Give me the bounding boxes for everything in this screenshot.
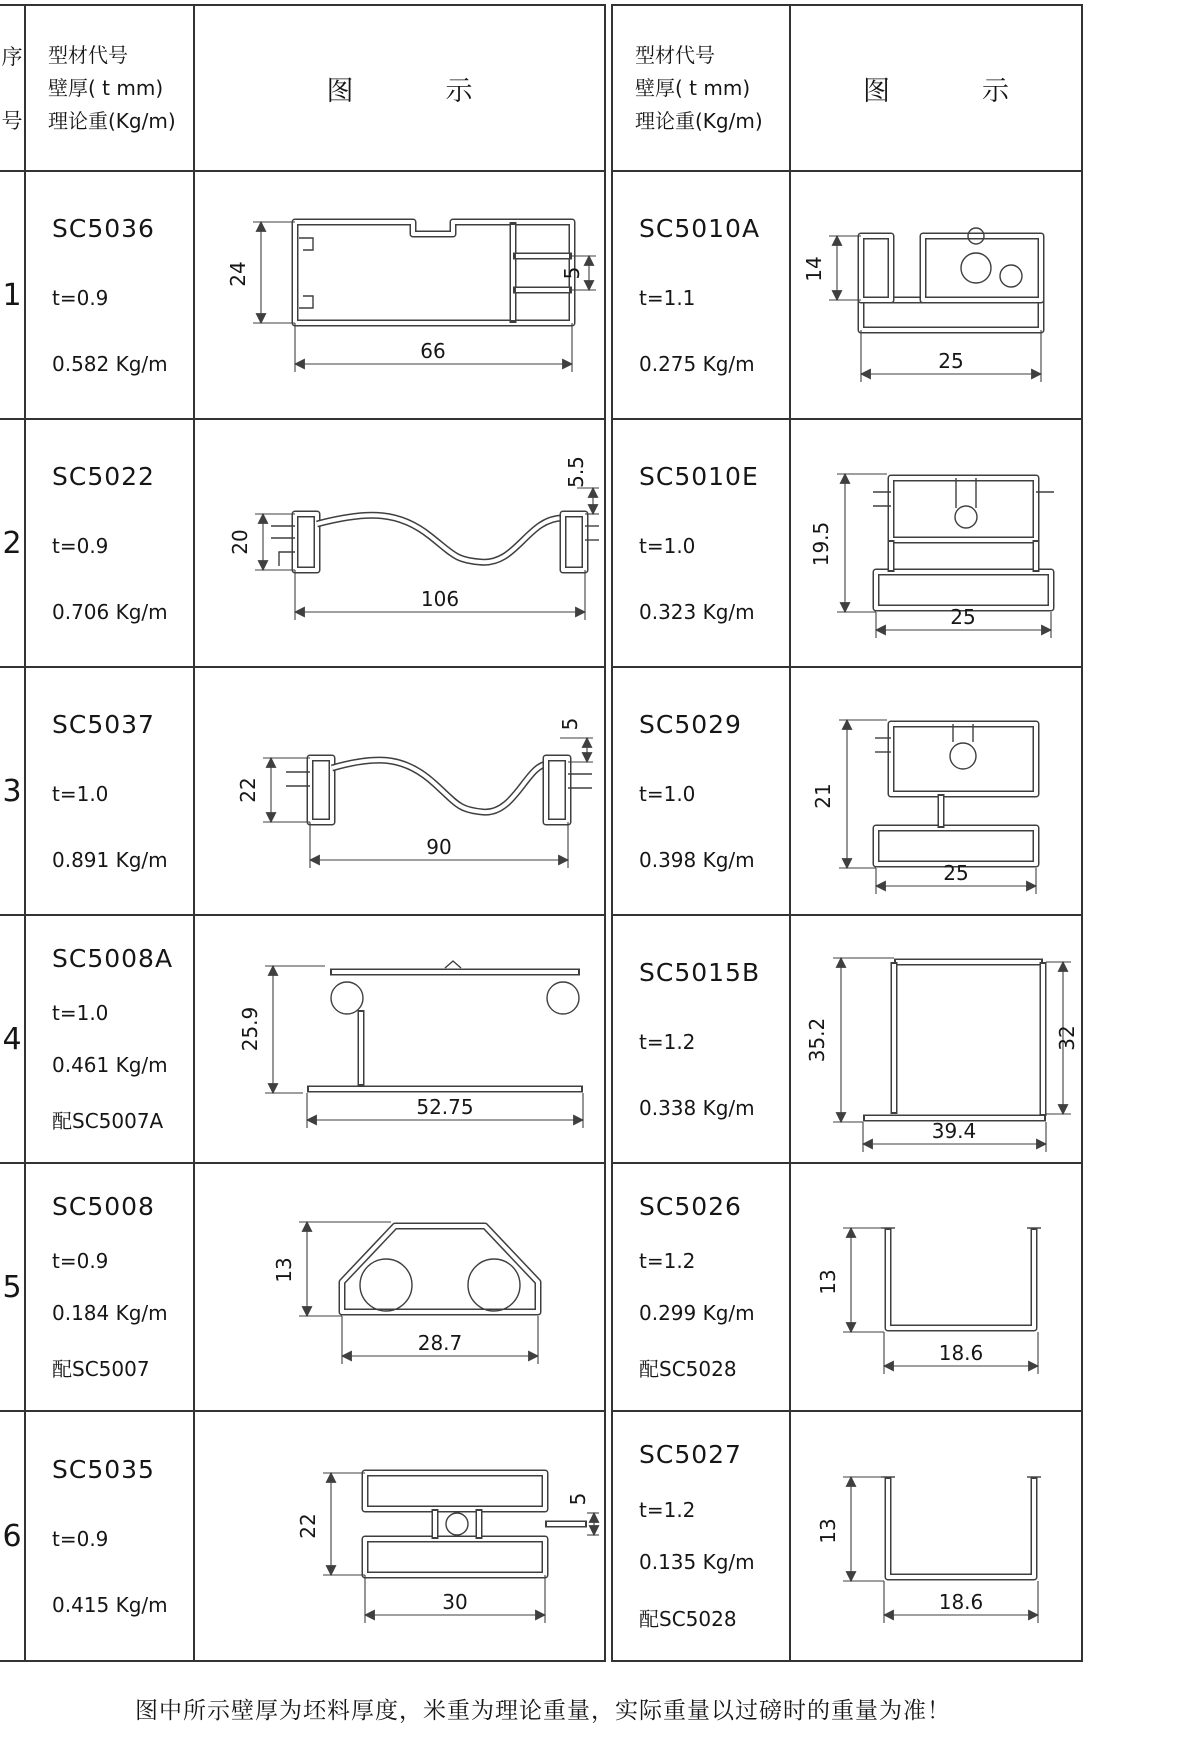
unit-weight: 0.891 Kg/m	[52, 847, 168, 872]
dim-width-label: 106	[420, 587, 460, 611]
dim-width-label: 25	[938, 349, 964, 373]
header-index-column	[0, 6, 26, 172]
matching-profile: 配SC5028	[639, 1606, 737, 1631]
matching-profile: 配SC5007	[52, 1357, 150, 1381]
profile-code: SC5010A	[639, 214, 761, 244]
dim-width-label: 25	[950, 605, 976, 629]
dim-width-label: 90	[426, 835, 452, 859]
header-spec-line: 型材代号	[48, 42, 128, 67]
wall-thickness: t=1.2	[639, 1249, 696, 1273]
row-index: 4	[0, 916, 26, 1164]
spec-cell-sc5026	[613, 1164, 791, 1412]
profile-code: SC5008	[52, 1192, 155, 1221]
unit-weight: 0.135 Kg/m	[639, 1550, 755, 1575]
unit-weight: 0.582 Kg/m	[52, 351, 168, 376]
dim-width-label: 30	[442, 1590, 468, 1614]
profile-diagram	[195, 916, 604, 1162]
matching-profile: 配SC5007A	[52, 1109, 164, 1133]
header-diagram-char: 示	[982, 75, 1009, 107]
dim-height-label: 14	[802, 256, 826, 282]
row-index: 2	[0, 420, 26, 668]
right-table	[611, 4, 1083, 1662]
wall-thickness: t=1.0	[639, 533, 696, 558]
unit-weight: 0.706 Kg/m	[52, 599, 168, 624]
profile-diagram	[791, 1164, 1081, 1410]
wall-thickness: t=0.9	[52, 285, 109, 310]
header-index-char: 序	[1, 44, 23, 69]
dim-height-label: 13	[816, 1269, 840, 1295]
dim-height-label: 24	[226, 261, 250, 287]
dim-extra-label: 5.5	[564, 456, 588, 488]
dim-height-label: 35.2	[805, 1017, 829, 1063]
matching-profile: 配SC5028	[639, 1357, 737, 1381]
profile-diagram	[195, 420, 604, 666]
spec-cell-sc5008	[26, 1164, 195, 1412]
dim-width-label: 66	[420, 339, 446, 363]
dim-height-label: 21	[811, 783, 835, 809]
header-spec-column	[613, 6, 791, 172]
diagram-cell-sc5036	[195, 172, 604, 420]
header-diagram-char: 图	[863, 75, 890, 107]
profile-code: SC5036	[52, 214, 155, 244]
unit-weight: 0.461 Kg/m	[52, 1053, 168, 1077]
row-index: 1	[0, 172, 26, 420]
diagram-cell-sc5010e	[791, 420, 1081, 668]
diagram-cell-sc5008a	[195, 916, 604, 1164]
wall-thickness: t=1.2	[639, 1029, 696, 1054]
wall-thickness: t=1.2	[639, 1497, 696, 1522]
spec-cell-sc5022	[26, 420, 195, 668]
row-index: 3	[0, 668, 26, 916]
header-spec-column	[26, 6, 195, 172]
wall-thickness: t=1.0	[52, 781, 109, 806]
unit-weight: 0.184 Kg/m	[52, 1301, 168, 1325]
wall-thickness: t=1.1	[639, 285, 696, 310]
unit-weight: 0.398 Kg/m	[639, 847, 755, 872]
dim-extra-label: 5	[558, 717, 582, 731]
dim-width-label: 25	[943, 861, 969, 885]
diagram-cell-sc5022	[195, 420, 604, 668]
profile-code: SC5010E	[639, 462, 759, 492]
unit-weight: 0.275 Kg/m	[639, 351, 755, 376]
dim-width-label: 18.6	[938, 1341, 984, 1365]
wall-thickness: t=0.9	[52, 1526, 109, 1551]
profile-diagram	[791, 916, 1081, 1162]
spec-cell-sc5029	[613, 668, 791, 916]
spec-cell-sc5037	[26, 668, 195, 916]
spec-cell-sc5010e	[613, 420, 791, 668]
dim-extra-label: 5	[566, 1492, 590, 1506]
diagram-cell-sc5008	[195, 1164, 604, 1412]
dim-width-label: 52.75	[416, 1095, 474, 1119]
profile-code: SC5037	[52, 710, 155, 740]
diagram-cell-sc5015b	[791, 916, 1081, 1164]
left-table	[0, 4, 606, 1662]
header-spec-line: 壁厚( t mm)	[635, 75, 751, 100]
unit-weight: 0.323 Kg/m	[639, 599, 755, 624]
dim-height-label: 13	[272, 1257, 296, 1283]
dim-height-label: 22	[236, 777, 260, 803]
unit-weight: 0.415 Kg/m	[52, 1593, 168, 1618]
spec-cell-sc5008a	[26, 916, 195, 1164]
header-diagram-char: 图	[326, 75, 354, 107]
dim-width-label: 18.6	[938, 1590, 984, 1614]
profile-code: SC5029	[639, 710, 742, 740]
dim-height-label: 13	[816, 1518, 840, 1544]
profile-diagram	[791, 1412, 1081, 1660]
wall-thickness: t=0.9	[52, 1249, 109, 1273]
wall-thickness: t=0.9	[52, 533, 109, 558]
wall-thickness: t=1.0	[639, 781, 696, 806]
profile-diagram	[195, 1412, 604, 1660]
header-spec-line: 理论重(Kg/m)	[635, 108, 763, 133]
dim-extra-label: 5	[560, 266, 584, 280]
spec-cell-sc5027	[613, 1412, 791, 1660]
profile-code: SC5035	[52, 1454, 155, 1484]
profile-diagram	[195, 668, 604, 914]
dim-height-label: 25.9	[238, 1006, 262, 1052]
dim-height-label: 19.5	[809, 521, 833, 567]
profile-code: SC5027	[639, 1440, 742, 1470]
diagram-cell-sc5010a	[791, 172, 1081, 420]
row-index: 5	[0, 1164, 26, 1412]
diagram-cell-sc5037	[195, 668, 604, 916]
header-spec-line: 型材代号	[635, 42, 715, 67]
unit-weight: 0.338 Kg/m	[639, 1095, 755, 1120]
profile-diagram	[791, 668, 1081, 914]
profile-diagram	[791, 420, 1081, 666]
spec-cell-sc5010a	[613, 172, 791, 420]
unit-weight: 0.299 Kg/m	[639, 1301, 755, 1325]
profile-diagram	[195, 172, 604, 418]
header-diagram-column	[195, 6, 604, 172]
header-diagram-column	[791, 6, 1081, 172]
header-spec-line: 理论重(Kg/m)	[48, 108, 176, 133]
spec-cell-sc5035	[26, 1412, 195, 1660]
row-index: 6	[0, 1412, 26, 1660]
profile-code: SC5008A	[52, 944, 174, 973]
dim-width-label: 28.7	[417, 1331, 463, 1355]
dim-height-label: 20	[228, 529, 252, 555]
footer-note: 图中所示壁厚为坯料厚度，米重为理论重量，实际重量以过磅时的重量为准！	[135, 1698, 951, 1724]
spec-cell-sc5015b	[613, 916, 791, 1164]
diagram-cell-sc5027	[791, 1412, 1081, 1660]
dim-height-label: 22	[296, 1513, 320, 1539]
spec-cell-sc5036	[26, 172, 195, 420]
header-index-char: 号	[1, 109, 23, 134]
profile-diagram	[195, 1164, 604, 1410]
profile-code: SC5022	[52, 462, 155, 492]
profile-diagram	[791, 172, 1081, 418]
profile-code: SC5026	[639, 1192, 742, 1221]
spec-tables	[0, 4, 1083, 1662]
dim-extra-label: 32	[1055, 1025, 1079, 1051]
wall-thickness: t=1.0	[52, 1001, 109, 1025]
profile-code: SC5015B	[639, 958, 761, 988]
header-diagram-char: 示	[445, 75, 473, 107]
header-spec-line: 壁厚( t mm)	[48, 75, 164, 100]
diagram-cell-sc5035	[195, 1412, 604, 1660]
dim-width-label: 39.4	[931, 1119, 977, 1143]
diagram-cell-sc5029	[791, 668, 1081, 916]
diagram-cell-sc5026	[791, 1164, 1081, 1412]
